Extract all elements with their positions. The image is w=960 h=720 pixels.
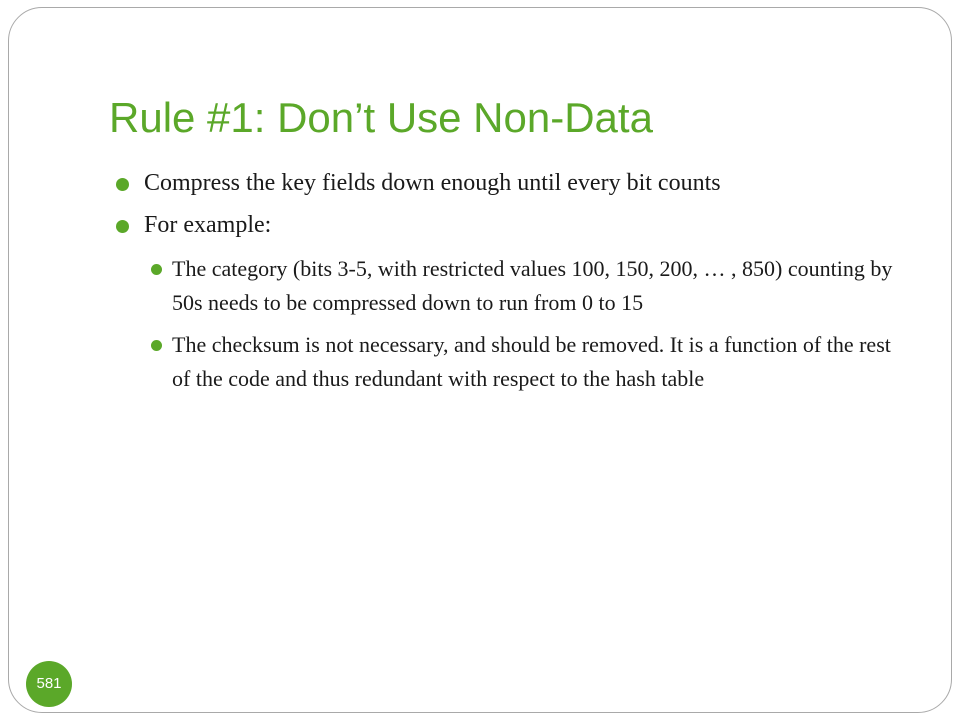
sub-bullet-text: The category (bits 3-5, with restricted values 100, 150, 200, … , 850) counting by 50s needs to be compressed down to run from 0 to 15 xyxy=(172,256,893,315)
bullet-dot-icon xyxy=(151,264,162,275)
sub-bullet-text: The checksum is not necessary, and should be removed. It is a function of the rest of the code and thus redundant with respect to the hash table xyxy=(172,332,891,391)
bullet-dot-icon xyxy=(116,220,129,233)
sub-bullet-item xyxy=(109,328,912,396)
slide-title: Rule #1: Don’t Use Non-Data xyxy=(109,94,653,141)
bullet-text: For example: xyxy=(144,212,272,238)
slide-number-badge: 581 xyxy=(26,661,72,707)
bullet-item xyxy=(109,210,919,240)
slide-frame xyxy=(8,7,952,713)
bullet-list xyxy=(109,168,919,404)
sub-bullet-item xyxy=(109,252,912,320)
bullet-item xyxy=(109,168,919,198)
bullet-dot-icon xyxy=(116,178,129,191)
bullet-dot-icon xyxy=(151,340,162,351)
bullet-text: Compress the key fields down enough until every bit counts xyxy=(144,170,721,196)
